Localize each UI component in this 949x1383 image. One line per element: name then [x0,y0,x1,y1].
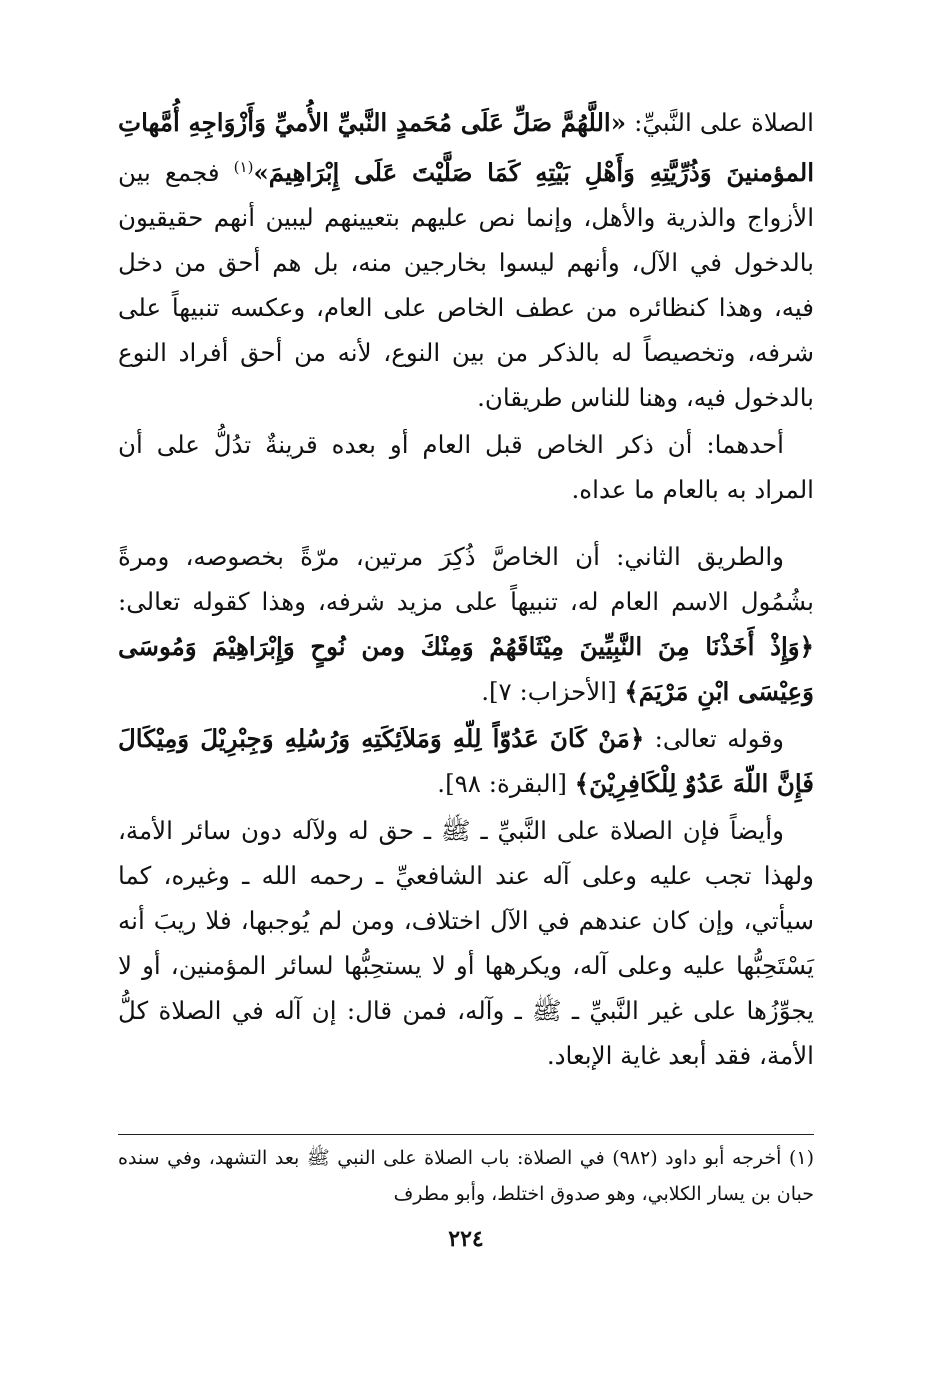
footnote-1: (١) أخرجه أبو داود (٩٨٢) في الصلاة: باب الصلاة على النبي ﷺ بعد التشهد، وفي سنده حبان بن يسار الكلابي، وهو صدوق اختلط، وأبو مطرف [118,1147,815,1205]
text-segment: الصلاة على النَّبيِّ: [626,108,814,137]
paragraph-2: أحدهما: أن ذكر الخاص قبل العام أو بعده قرينةٌ تدُلُّ على أن المراد به بالعام ما عداه. [118,430,814,505]
text-segment: فجمع بين الأزواج والذرية والأهل، وإنما نص عليهم بتعيينهم ليبين أنهم حقيقيون بالدخول في الآل، وأنهم ليسوا بخارجين منه، بل هم أحق من دخل فيه، وهذا كنظائره من عطف الخاص على العام، وعكسه تنبيهاً على شرفه، وتخصيصاً له بالذكر من بين النوع، لأنه من أحق أفراد النوع بالدخول فيه، وهنا للناس طريقان. [118,158,814,413]
page-number: ٢٢٤ [448,1226,484,1252]
paragraph-1 [118,100,814,420]
prophetic-prayer-quote: «اللَّهُمَّ صَلِّ عَلَى مُحَمدٍ النَّبيِّ الأُميِّ وَأَزْوَاجِهِ أُمَّهاتِ المؤمنينَ وَذُرِّيَّتِهِ وَأَهْلِ بَيْتِهِ كَمَا صَلَّيْتَ عَلَى إِبْرَاهِيمَ» [118,108,814,188]
footnote-marker[interactable]: (١) [233,158,254,176]
quran-verse-ahzab: ﴿وَإِذْ أَخَذْنَا مِنَ النَّبِيِّينَ مِيْثَاقَهُمْ وَمِنْكَ ومن نُوحٍ وَإِبْرَاهِيْمَ وَمُوسَى وَعِيْسَى ابْنِ مَرْيَمَ﴾ [118,632,814,707]
paragraph-5: وأيضاً فإن الصلاة على النَّبيِّ ـ ﷺ ـ حق له ولآله دون سائر الأمة، ولهذا تجب عليه وعلى آله عند الشافعيِّ ـ رحمه الله ـ وغيره، كما سيأتي، وإن كان عندهم في الآل اختلاف، ومن لم يُوجبها، فلا ريبَ أنه يَسْتَحِبُّها عليه وعلى آله، ويكرهها أو لا يستحِبُّها لسائر المؤمنين، أو لا يجوِّزُها على غير النَّبيِّ ـ ﷺ ـ وآله، فمن قال: إن آله في الصلاة كلُّ الأمة، فقد أبعد غاية الإبعاد. [118,816,814,1071]
verse-reference: [الأحزاب: ٧]. [481,677,625,707]
footnotes [118,1140,814,1212]
paragraph-3 [118,534,814,714]
quran-verse-baqarah: ﴿مَنْ كَانَ عَدُوّاً لِلّهِ وَمَلاَئِكَتِهِ وَرُسُلِهِ وَجِبْرِيْلَ وَمِيْكَالَ فَإِنَّ اللّهَ عَدُوٌ لِلْكَافِرِيْنَ﴾ [118,724,814,799]
verse-reference: [البقرة: ٩٨]. [437,769,575,799]
page-body [118,100,815,1252]
text-segment: والطريق الثاني: أن الخاصَّ ذُكِرَ مرتين، مرّةً بخصوصه، ومرةً بشُمُول الاسم العام له، تنبيهاً على مزيد شرفه، وهذا كقوله تعالى: [118,542,814,617]
text-segment: وقوله تعالى: [644,724,784,754]
footnote-divider [118,1134,814,1135]
paragraph-4 [118,716,814,806]
